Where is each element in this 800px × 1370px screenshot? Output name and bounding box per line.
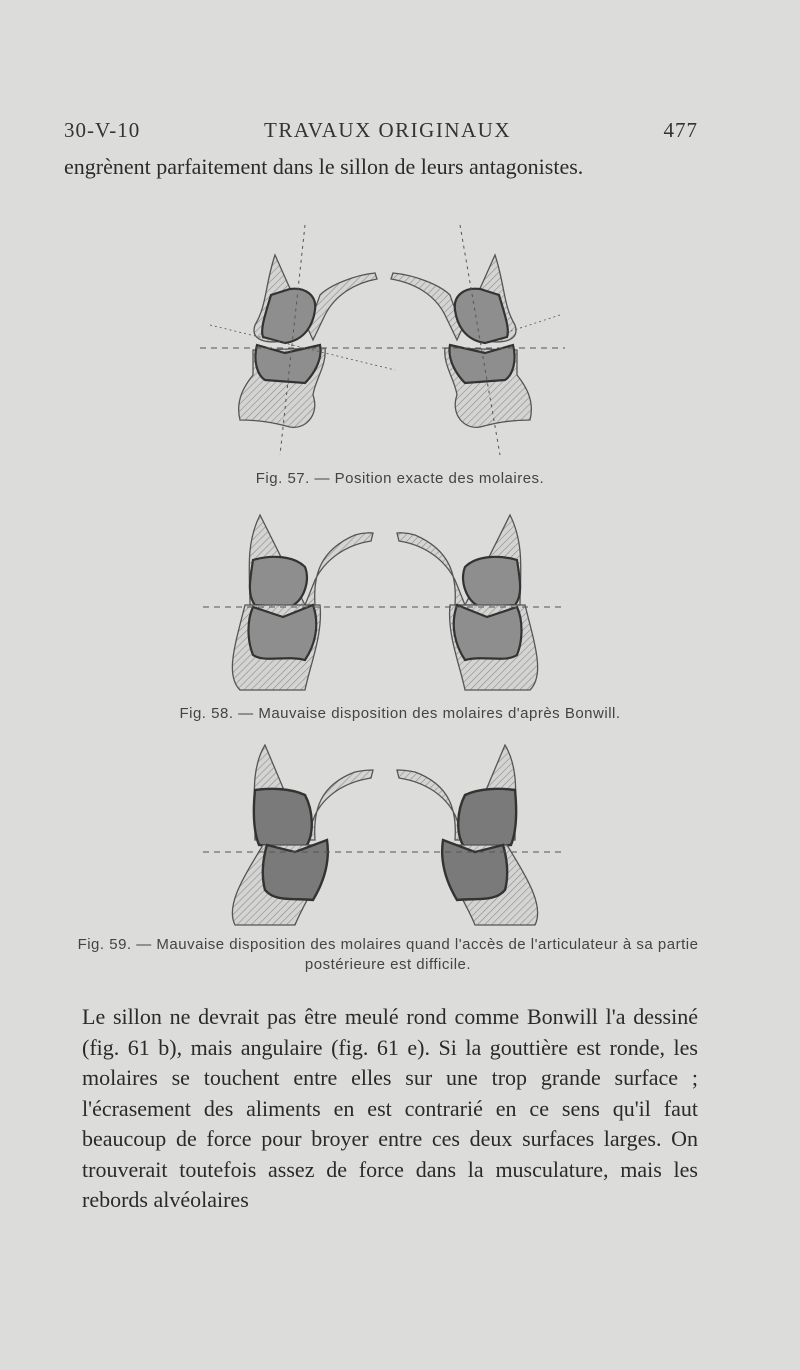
body-paragraph [82, 1002, 698, 1216]
figure-57-caption: Fig. 57. — Position exacte des molaires. [255, 470, 545, 487]
figure-58-illustration [195, 505, 575, 700]
figure-59-caption: Fig. 59. — Mauvaise disposition des molaires quand l'accès de l'articulateur à sa partie postérieure est difficile. [77, 936, 699, 973]
figure-58-caption: Fig. 58. — Mauvaise disposition des molaires d'après Bonwill. [179, 705, 621, 722]
figure-58 [195, 505, 575, 700]
body-text: Le sillon ne devrait pas être meulé rond comme Bonwill l'a dessiné (fig. 61 b), mais angulaire (fig. 61 e). Si la gouttière est ronde, les molaires se touchent entre elles sur une trop grande surface ; l'écrasement des aliments en est contrarié en ce sens qu'il faut beaucoup de force pour broyer entre ces deux surfaces larges. On trouverait toutefois assez de force dans la musculature, mais les rebords alvéolaires [82, 1004, 698, 1212]
figure-57 [195, 215, 575, 465]
intro-paragraph [64, 152, 698, 182]
figure-59 [195, 740, 575, 930]
header-date: 30-V-10 [64, 118, 141, 142]
figure-59-illustration [195, 740, 575, 930]
intro-text: engrènent parfaitement dans le sillon de leurs antagonistes. [64, 154, 584, 179]
figure-57-illustration [195, 215, 575, 465]
header-title: TRAVAUX ORIGINAUX [264, 118, 511, 142]
page-number: 477 [663, 118, 698, 142]
running-header [64, 118, 698, 148]
